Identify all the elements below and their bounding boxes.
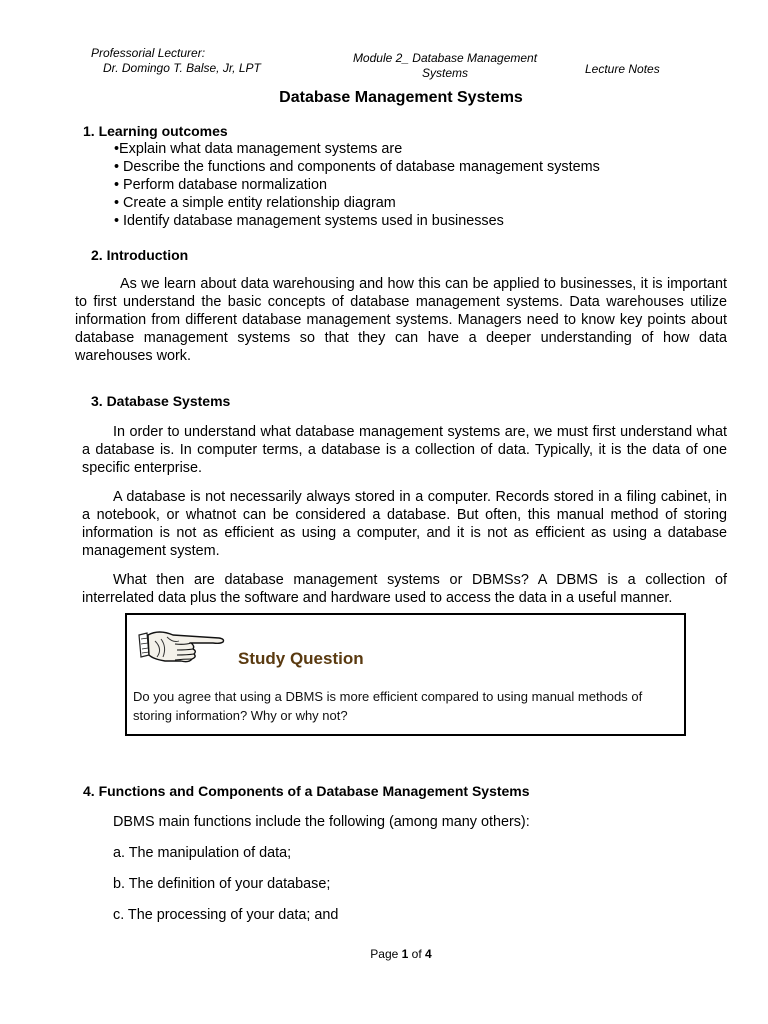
module-line-2: Systems (421, 66, 468, 80)
introduction-heading: 2. Introduction (91, 247, 189, 263)
lecture-notes-label: Lecture Notes (585, 62, 660, 76)
functions-intro: DBMS main functions include the following (among many others): (113, 814, 530, 830)
module-line-1: Module 2_ Database Management (352, 51, 538, 65)
list-item: • Describe the functions and components of database management systems (114, 159, 600, 175)
list-item: c. The processing of your data; and (113, 907, 339, 923)
of-word: of (411, 947, 422, 961)
page-current: 1 (401, 947, 409, 961)
learning-outcomes-heading: 1. Learning outcomes (83, 123, 228, 139)
study-question-title: Study Question (238, 649, 364, 668)
list-item: • Perform database normalization (114, 177, 328, 193)
database-systems-paragraph-1: In order to understand what database management systems are, we must first understand what a database is. In computer terms, a database is a collection of data. Typically, it is the data of one specific enterprise. (82, 424, 727, 476)
page-word: Page (370, 947, 399, 961)
database-systems-paragraph-2: A database is not necessarily always stored in a computer. Records stored in a filing cabinet, in a notebook, or whatnot can be considered a database. But often, this manual method of storing information is not as efficient as using a computer, and it is not as efficient as using a database management system. (82, 489, 727, 559)
study-question-text: Do you agree that using a DBMS is more efficient compared to using manual methods of storing information? Why or why not? (133, 689, 643, 723)
list-item: • Identify database management systems used in businesses (114, 213, 504, 229)
database-systems-paragraph-3: What then are database management systems or DBMSs? A DBMS is a collection of interrelated data plus the software and hardware used to access the data in a useful manner. (82, 572, 727, 606)
learning-outcomes-list (114, 140, 600, 230)
page-total: 4 (425, 947, 432, 961)
list-item: b. The definition of your database; (113, 876, 331, 892)
module-title (320, 51, 570, 81)
functions-heading: 4. Functions and Components of a Database Management Systems (83, 783, 530, 799)
list-item: •Explain what data management systems are (114, 141, 403, 157)
page-number (0, 947, 768, 961)
pointing-hand-icon (137, 625, 229, 665)
page-title: Database Management Systems (279, 89, 523, 106)
lecturer-label: Professorial Lecturer: (91, 46, 206, 60)
list-item: a. The manipulation of data; (113, 845, 292, 861)
study-question-box (125, 613, 686, 736)
list-item: • Create a simple entity relationship diagram (114, 195, 396, 211)
lecturer-name: Dr. Domingo T. Balse, Jr, LPT (103, 61, 261, 75)
introduction-paragraph: As we learn about data warehousing and how this can be applied to businesses, it is important to first understand the basic concepts of database management systems. Data warehouses utilize information from different database management systems. Managers need to know key points about database management systems so that they can have a deeper understanding of how data warehouses work. (75, 276, 727, 364)
database-systems-heading: 3. Database Systems (91, 393, 231, 409)
